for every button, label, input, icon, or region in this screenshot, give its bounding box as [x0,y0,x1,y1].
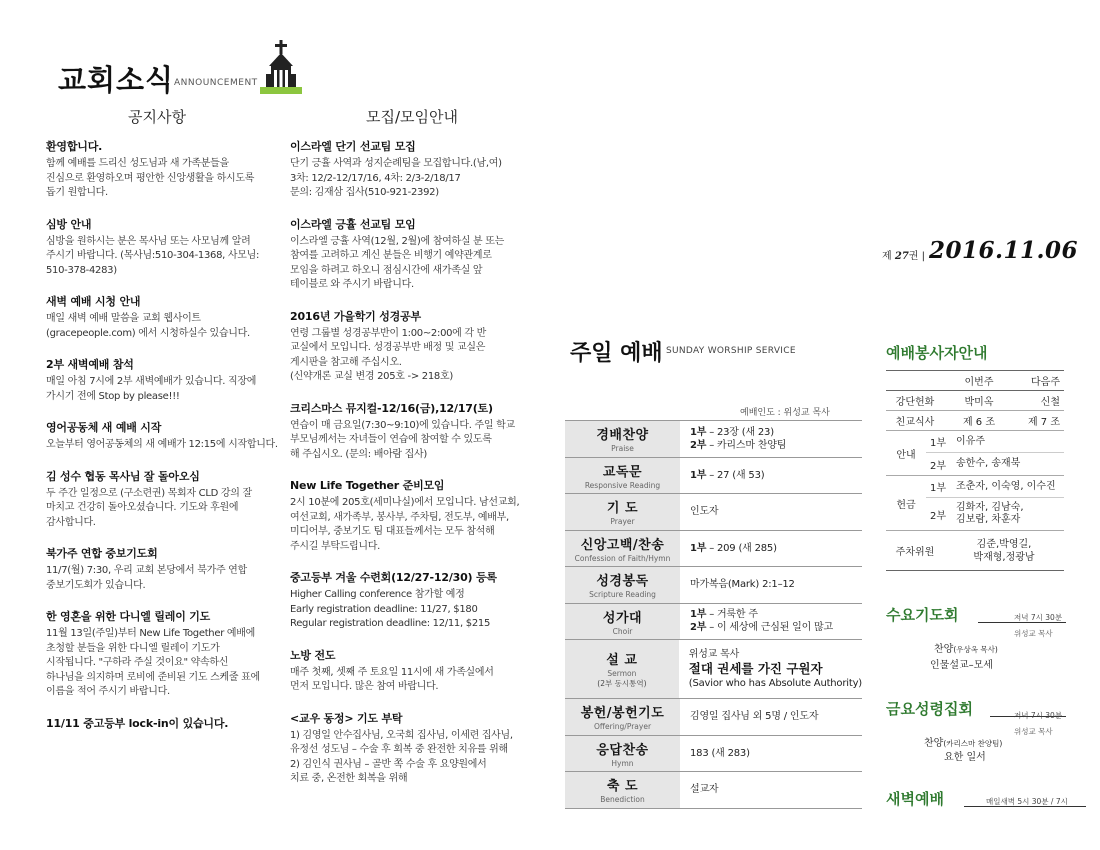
usher-names: 이유주 [956,435,985,447]
article-title: 심방 안내 [46,217,92,231]
worship-detail-line [690,621,862,634]
article-title: 환영합니다. [46,140,103,153]
article-line: 11월 13일(주일)부터 New Life Together 예배에 [46,628,255,639]
page-subtitle: ANNOUNCEMENT [174,78,258,88]
service-part: 2부 [690,622,707,634]
worship-item-english: Scripture Reading [589,590,656,600]
article-line: 치료 중, 온전한 회복을 위해 [290,773,408,784]
article [290,138,520,201]
dawn-time: 매일새벽 5시 30분 / 7시 [986,797,1068,806]
issue-number: 제 27권 | [882,251,926,262]
article-line: 단기 긍휼 사역과 성지순례팀을 모집합니다.(남,여) [290,158,502,169]
worship-detail [680,567,862,603]
praise-leader: (카리스마 찬양팀) [943,739,1003,748]
article-title: <교우 동정> 기도 부탁 [290,711,403,725]
praise-leader: (우상옥 목사) [953,645,998,654]
detail-text: 183 (새 283) [690,747,750,759]
worship-item-name: 신앙고백/찬송 [580,537,665,553]
offering-label: 헌금 [896,499,916,511]
article-line: 1) 김영일 안수집사님, 오국희 집사님, 이세련 집사님, [290,729,513,741]
usher-row [926,431,1064,453]
article-line: 연령 그룹별 성경공부반이 1:00~2:00에 각 반 [290,327,487,339]
wednesday-sermon: 인물설교–모세 [930,660,993,671]
page-title: 교회소식 [58,63,175,97]
detail-text: – 27 (새 53) [706,469,765,481]
worship-item-name: 설 교 [606,653,638,668]
article [46,715,276,731]
notices-heading: 공지사항 [128,108,186,126]
article-line: 게시판을 참고해 주십시오. [290,356,402,368]
article-line: 매일 새벽 예배 말씀을 교회 웹사이트 [46,313,201,324]
article-line: 미디어부, 중보기도 팀 대표들께서는 모두 참석해 [290,526,495,537]
sermon-title-english: (Savior who has Absolute Authority) [688,678,862,689]
friday-sermon: 요한 일서 [944,752,986,763]
friday-service [886,698,1066,768]
worship-row [565,531,862,568]
volunteers-header-row [886,371,1064,391]
notices-column [46,138,276,746]
worship-title: 주일 예배 [570,341,663,366]
worship-detail-line [690,710,862,723]
praise-label: 찬양 [934,644,954,655]
article [46,356,276,404]
praise-label: 찬양 [924,738,944,749]
article-line: 오늘부터 영어공동체의 새 예배가 12:15에 시작합니다. [46,439,278,450]
article-line: 참여를 고려하고 계신 분들은 비행기 예약관계로 [290,250,492,261]
interpretation-note: (2부 동시통역) [597,679,647,688]
worship-row [565,421,862,458]
worship-item [565,458,680,494]
volunteers-header-this-week: 이번주 [964,377,994,388]
article-title: 새벽 예배 시청 안내 [46,295,141,308]
article-line: 주시길 부탁드립니다. [290,540,380,552]
worship-row [565,604,862,641]
worship-item-name: 성가대 [602,610,643,626]
service-part: 1부 [690,542,707,554]
friday-preacher: 위성교 목사 [1014,727,1053,736]
article-line: 초청할 분들을 위한 다니엘 릴레이 기도가 [46,642,220,654]
article-title: 2016년 가을학기 성경공부 [290,309,421,323]
article-title: 이스라엘 단기 선교팀 모집 [290,140,416,153]
article-line: 감사합니다. [46,516,96,528]
article-line: 3차: 12/2-12/17/16, 4차: 2/3-2/18/17 [290,172,461,184]
usher-row [926,453,1064,475]
worship-item-english: Confession of Faith/Hymn [574,553,671,563]
worship-row [565,567,862,604]
wednesday-praise [934,640,998,655]
worship-detail-line [690,783,862,796]
article [46,293,276,341]
service-part: 1부 [690,609,707,621]
wednesday-service [886,604,1066,674]
worship-detail [680,458,862,494]
article-line: 여선교회, 새가족부, 봉사부, 주차팀, 전도부, 예배부, [290,511,509,523]
worship-detail-line [690,505,862,518]
article-line: 유정선 성도님 – 수술 후 회복 중 완전한 치유를 위해 [290,744,508,755]
preacher: 위성교 목사 [688,649,740,660]
detail-text: 인도자 [690,506,719,518]
volunteers-next-week: 제 7 조 [1027,417,1060,428]
worship-item-english: Sermon [607,669,637,678]
article-line: 해 주십시오. (문의: 배아람 집사) [290,448,427,460]
friday-time: 저녁 7시 30분 [1014,711,1063,720]
article-line: 테이블로 와 주시기 바랍니다. [290,279,414,290]
article-line: 먼저 모입니다. 많은 참여 바랍니다. [290,681,439,692]
article-line: (신약개론 교실 변경 205호 -> 218호) [290,371,453,382]
wednesday-time: 저녁 7시 30분 [1014,613,1063,622]
detail-text: – 209 (새 285) [706,542,777,554]
bulletin-header [58,40,338,96]
worship-item [565,494,680,530]
worship-detail [680,736,862,772]
worship-detail [679,640,862,698]
article [46,545,276,593]
article-line: 연습이 매 금요일(7:30~9:10)에 있습니다. 주일 학교 [290,419,515,431]
worship-row [565,458,862,495]
article-title: New Life Together 준비모임 [290,479,445,492]
usher-names: 송한수, 송재북 [956,458,1021,469]
article-line: 가시기 전에 Stop by please!!! [46,390,180,402]
article-line: 교실에서 모입니다. 성경공부반 배정 및 교실은 [290,342,486,353]
worship-item-name: 봉헌/봉헌기도 [580,706,665,722]
worship-item [565,736,680,772]
article-line: 모임을 하려고 하오니 점심시간에 새가족실 앞 [290,264,483,276]
article [290,569,520,632]
volunteers-next-week: 신철 [1040,397,1060,408]
article [46,419,276,453]
article-line: 심방을 원하시는 분은 목사님 또는 사모님께 알려 [46,235,251,247]
article [46,138,276,201]
worship-item-english: Hymn [611,758,634,768]
worship-item-name: 기 도 [606,501,639,517]
article-line: 두 주간 일정으로 (구소련권) 목회자 CLD 강의 잘 [46,487,252,499]
article-line: 시작됩니다. "구하라 주실 것이요" 약속하신 [46,657,229,668]
article-line: 매주 첫째, 셋째 주 토요일 11시에 새 가족실에서 [290,666,494,678]
article-line: 문의: 김재삼 집사(510-921-2392) [290,187,439,198]
volunteers-header-next-week: 다음주 [1031,377,1060,388]
worship-item [565,640,679,698]
worship-order-table [565,420,862,809]
article-title: 영어공동체 새 예배 시작 [46,421,162,434]
article-line: 마치고 건강히 돌아오셨습니다. 기도와 후원에 [46,502,239,513]
volunteers-role: 친교식사 [895,417,935,428]
article-line: 이름을 적어 주시기 바랍니다. [46,686,170,697]
detail-text: – 23장 (새 23) [706,426,774,438]
issue-num: 27 [894,251,909,262]
article-title: 김 성수 협동 목사님 잘 돌아오심 [46,469,200,483]
volunteers-row [886,391,1064,411]
volunteers-table [886,370,1064,571]
worship-row [565,772,862,809]
detail-text: – 거룩한 주 [706,609,758,621]
offering-names-line: 김보람, 차훈자 [956,514,1021,525]
worship-item-english: Prayer [610,517,635,527]
detail-text: – 이 세상에 근심된 일이 많고 [706,622,833,634]
worship-item-english: Praise [611,444,634,454]
article-line: Early registration deadline: 11/27, $180 [290,603,478,615]
offering-names: 조춘자, 이숙영, 이수진 [956,480,1056,492]
recruit-heading: 모집/모임안내 [366,108,458,126]
recruit-column [290,138,520,802]
worship-item-name: 축 도 [606,779,639,795]
worship-detail [680,699,862,735]
article-title: 이스라엘 긍휼 선교팀 모임 [290,217,416,231]
article-line: Higher Calling conference 참가할 예정 [290,589,465,600]
usher-label: 안내 [896,449,916,461]
article-title: 북가주 연합 중보기도회 [46,547,158,560]
issue-prefix: 제 [882,251,892,262]
church-icon [260,40,302,94]
wednesday-title: 수요기도회 [886,606,959,624]
article-line: 함께 예배를 드리신 성도님과 새 가족분들을 [46,158,229,169]
worship-item [565,772,680,808]
service-part: 1부 [929,483,947,494]
worship-item [565,531,680,567]
detail-text: 김영일 집사님 외 5명 / 인도자 [690,711,819,723]
worship-detail-line [690,578,862,591]
worship-row [565,736,862,773]
detail-text: 설교자 [690,784,719,796]
volunteers-row [886,411,1064,431]
worship-detail [680,604,862,640]
worship-detail-line [690,439,862,452]
detail-text: 마가복음(Mark) 2:1–12 [690,579,795,591]
worship-row [565,494,862,531]
article-line: 매일 아침 7시에 2부 새벽예배가 있습니다. 직장에 [46,376,257,387]
worship-item-english: Choir [612,626,633,636]
article-line: 주시기 바랍니다. (목사님:510-304-1368, 사모님: [46,250,260,261]
worship-item-name: 응답찬송 [596,742,649,758]
article-title: 한 영혼을 위한 다니엘 릴레이 기도 [46,610,211,623]
worship-detail-line [690,747,862,760]
article [290,710,520,787]
parking-names [944,538,1064,564]
dawn-service [886,788,1086,818]
article [46,608,276,700]
article-title: 11/11 중고등부 lock-in이 있습니다. [46,716,229,730]
worship-row-sermon [565,640,862,699]
article-title: 크리스마스 뮤지컬-12/16(금),12/17(토) [290,401,493,415]
worship-item [565,604,680,640]
volunteers-title: 예배봉사자안내 [886,344,988,362]
article-line: 진심으로 환영하오며 평안한 신앙생활을 하시도록 [46,172,255,184]
friday-praise [924,734,1002,749]
article-title: 중고등부 겨울 수련회(12/27-12/30) 등록 [290,571,497,584]
article-line: Regular registration deadline: 12/11, $215 [290,618,491,629]
worship-subtitle: SUNDAY WORSHIP SERVICE [666,346,796,356]
friday-title: 금요성령집회 [886,700,973,718]
article [290,308,520,385]
offering-names [950,502,1064,526]
article-line: 중보기도회가 있습니다. [46,579,146,591]
worship-item-name: 경배찬양 [596,428,649,444]
article [46,468,276,531]
worship-item [565,421,680,457]
article-line: 11/7(월) 7:30, 우리 교회 본당에서 북가주 연합 [46,565,247,576]
worship-item-english: Benediction [600,795,645,805]
issue-suffix: 권 [908,251,919,262]
article [290,647,520,695]
offering-group [886,476,1064,531]
article-title: 노방 전도 [290,648,336,662]
article-line: 돕기 원합니다. [46,187,108,198]
article [46,216,276,279]
worship-detail-line [690,426,862,439]
offering-row [926,498,1064,530]
parking-names-line: 박재형,정광남 [973,551,1035,563]
article [290,216,520,293]
article-line: (gracepeople.com) 에서 시청하실수 있습니다. [46,327,250,339]
worship-detail-line [690,608,862,621]
service-part: 1부 [690,469,707,481]
worship-detail [680,494,862,530]
article-title: 2부 새벽예배 참석 [46,358,134,371]
article [290,400,520,463]
service-part: 2부 [690,439,707,451]
worship-detail [680,531,862,567]
worship-item-name: 성경봉독 [596,574,649,590]
volunteers-this-week: 제 6 조 [962,417,996,428]
worship-detail [680,421,862,457]
usher-group [886,431,1064,476]
dawn-title: 새벽예배 [886,790,944,808]
article-line: 2) 김인식 권사님 – 골반 쪽 수술 후 요양원에서 [290,758,487,770]
parking-label: 주차위원 [895,547,935,558]
worship-item-name: 교독문 [602,464,643,480]
worship-item [565,567,680,603]
worship-row [565,699,862,736]
detail-text: – 카리스마 찬양팀 [706,439,787,451]
article [290,477,520,554]
worship-detail [680,772,862,808]
service-part: 2부 [929,510,947,522]
volunteers-this-week: 박미옥 [964,397,994,408]
service-part: 1부 [690,426,707,438]
parking-row [886,531,1064,571]
article-line: 하나님을 의지하며 로비에 준비된 기도 스케줄 표에 [46,671,260,683]
sermon-title: 절대 권세를 가진 구원자 [688,661,823,676]
offering-names-line: 김화자, 김남숙, [956,502,1024,513]
worship-detail-line [690,542,862,555]
article-line: 2시 10분에 205호(세미나실)에서 모입니다. 남선교회, [290,497,520,508]
worship-leader: 예배인도 : 위성교 목사 [740,408,830,418]
service-part: 1부 [929,438,947,449]
article-line: 부모님께서는 자녀들이 연습에 참여할 수 있도록 [290,434,492,445]
article-line: 이스라엘 긍휼 사역(12월, 2월)에 참여하실 분 또는 [290,235,505,247]
wednesday-preacher: 위성교 목사 [1014,629,1053,638]
worship-item-english: Responsive Reading [584,480,661,490]
service-part: 2부 [929,460,947,472]
worship-detail-line [690,469,862,482]
worship-item [565,699,680,735]
parking-names-line: 김준,박영길, [976,538,1032,550]
offering-row [926,476,1064,498]
volunteers-role: 강단헌화 [895,397,935,408]
issue-date: 2016.11.06 [929,237,1079,264]
worship-item-english: Offering/Prayer [593,722,652,732]
article-line: 510-378-4283) [46,264,117,276]
